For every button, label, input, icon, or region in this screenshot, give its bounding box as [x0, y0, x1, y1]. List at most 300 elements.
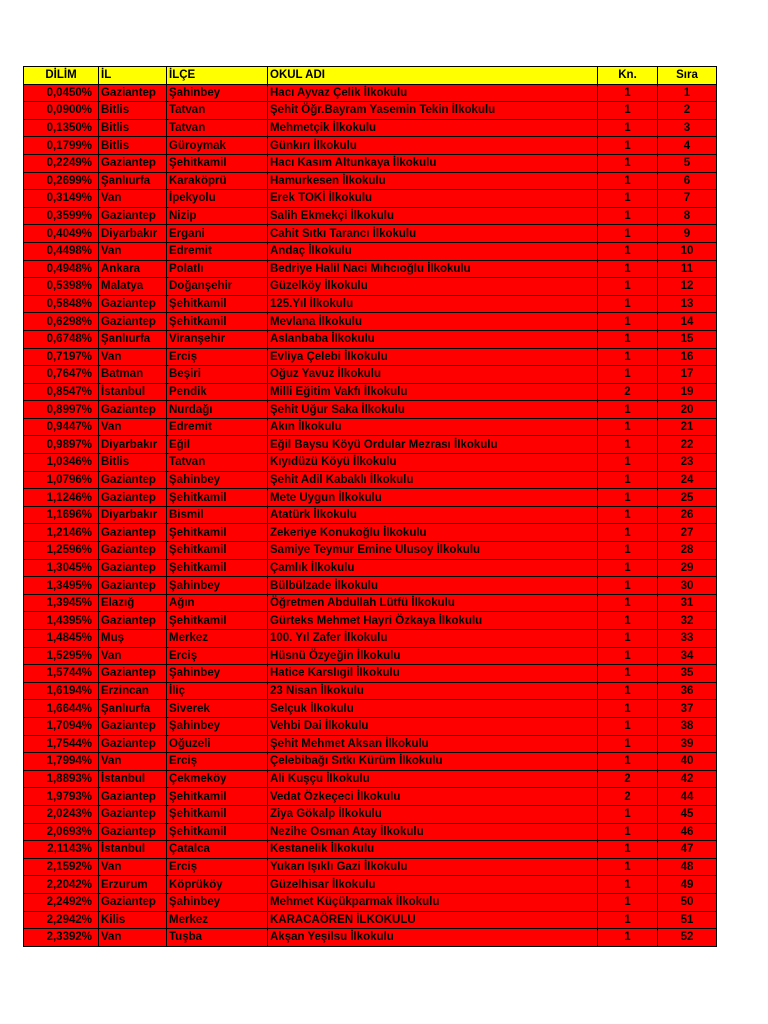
- cell-okul-adi: Kestanelik İlkokulu: [268, 841, 598, 859]
- table-row: [24, 841, 717, 859]
- cell-sira: 8: [658, 207, 717, 225]
- cell-dilim: 0,2249%: [24, 154, 99, 172]
- cell-sira: 38: [658, 717, 717, 735]
- cell-dilim: 1,7544%: [24, 735, 99, 753]
- cell-okul-adi: Günkırı İlkokulu: [268, 137, 598, 155]
- cell-kn: 1: [598, 929, 658, 947]
- cell-il: Gaziantep: [99, 313, 167, 331]
- cell-sira: 1: [658, 84, 717, 102]
- cell-il: Gaziantep: [99, 893, 167, 911]
- cell-kn: 1: [598, 542, 658, 560]
- cell-sira: 35: [658, 665, 717, 683]
- cell-il: Diyarbakır: [99, 506, 167, 524]
- cell-ilce: İpekyolu: [167, 190, 268, 208]
- school-table: [23, 66, 717, 947]
- cell-okul-adi: Milli Eğitim Vakfı İlkokulu: [268, 383, 598, 401]
- cell-dilim: 1,6194%: [24, 682, 99, 700]
- cell-dilim: 1,5744%: [24, 665, 99, 683]
- cell-sira: 19: [658, 383, 717, 401]
- cell-kn: 1: [598, 225, 658, 243]
- cell-ilce: Tuşba: [167, 929, 268, 947]
- cell-ilce: Çatalca: [167, 841, 268, 859]
- cell-il: Van: [99, 418, 167, 436]
- cell-ilce: Şehitkamil: [167, 313, 268, 331]
- cell-okul-adi: KARACAÖREN İLKOKULU: [268, 911, 598, 929]
- cell-il: Gaziantep: [99, 735, 167, 753]
- cell-sira: 52: [658, 929, 717, 947]
- cell-kn: 1: [598, 418, 658, 436]
- cell-il: Malatya: [99, 278, 167, 296]
- cell-dilim: 1,9793%: [24, 788, 99, 806]
- cell-kn: 1: [598, 137, 658, 155]
- cell-kn: 1: [598, 647, 658, 665]
- table-row: [24, 154, 717, 172]
- cell-dilim: 1,0796%: [24, 471, 99, 489]
- cell-ilce: Edremit: [167, 242, 268, 260]
- table-row: [24, 102, 717, 120]
- cell-dilim: 1,1696%: [24, 506, 99, 524]
- cell-sira: 42: [658, 770, 717, 788]
- cell-kn: 1: [598, 594, 658, 612]
- table-row: [24, 893, 717, 911]
- cell-dilim: 0,9897%: [24, 436, 99, 454]
- cell-dilim: 1,0346%: [24, 454, 99, 472]
- cell-dilim: 1,4395%: [24, 612, 99, 630]
- cell-okul-adi: Zekeriye Konukoğlu İlkokulu: [268, 524, 598, 542]
- cell-okul-adi: Bülbülzade İlkokulu: [268, 577, 598, 595]
- cell-sira: 17: [658, 366, 717, 384]
- table-row: [24, 524, 717, 542]
- cell-kn: 1: [598, 682, 658, 700]
- cell-sira: 34: [658, 647, 717, 665]
- table-row: [24, 242, 717, 260]
- cell-ilce: Şehitkamil: [167, 489, 268, 507]
- cell-dilim: 0,8547%: [24, 383, 99, 401]
- cell-dilim: 2,2042%: [24, 876, 99, 894]
- cell-il: Muş: [99, 630, 167, 648]
- cell-sira: 22: [658, 436, 717, 454]
- table-row: [24, 911, 717, 929]
- header-il: İL: [99, 67, 167, 85]
- cell-ilce: Pendik: [167, 383, 268, 401]
- cell-okul-adi: Akın İlkokulu: [268, 418, 598, 436]
- table-row: [24, 647, 717, 665]
- cell-ilce: Edremit: [167, 418, 268, 436]
- cell-ilce: Doğanşehir: [167, 278, 268, 296]
- cell-il: Gaziantep: [99, 665, 167, 683]
- cell-kn: 1: [598, 401, 658, 419]
- cell-ilce: Şehitkamil: [167, 524, 268, 542]
- cell-kn: 1: [598, 735, 658, 753]
- cell-dilim: 1,6644%: [24, 700, 99, 718]
- table-row: [24, 190, 717, 208]
- cell-okul-adi: Şehit Mehmet Aksan İlkokulu: [268, 735, 598, 753]
- cell-kn: 2: [598, 770, 658, 788]
- cell-dilim: 0,7647%: [24, 366, 99, 384]
- cell-dilim: 1,2596%: [24, 542, 99, 560]
- cell-kn: 1: [598, 84, 658, 102]
- cell-kn: 2: [598, 383, 658, 401]
- cell-ilce: Çekmeköy: [167, 770, 268, 788]
- cell-ilce: Bismil: [167, 506, 268, 524]
- cell-dilim: 0,9447%: [24, 418, 99, 436]
- cell-il: Gaziantep: [99, 559, 167, 577]
- cell-dilim: 0,4948%: [24, 260, 99, 278]
- cell-sira: 7: [658, 190, 717, 208]
- table-row: [24, 207, 717, 225]
- cell-ilce: Karaköprü: [167, 172, 268, 190]
- cell-okul-adi: Salih Ekmekçi İlkokulu: [268, 207, 598, 225]
- cell-ilce: Tatvan: [167, 119, 268, 137]
- table-row: [24, 401, 717, 419]
- cell-dilim: 2,2942%: [24, 911, 99, 929]
- cell-ilce: Şehitkamil: [167, 542, 268, 560]
- cell-okul-adi: Çamlık İlkokulu: [268, 559, 598, 577]
- table-row: [24, 418, 717, 436]
- cell-sira: 25: [658, 489, 717, 507]
- cell-il: İstanbul: [99, 383, 167, 401]
- table-row: [24, 119, 717, 137]
- cell-okul-adi: Oğuz Yavuz İlkokulu: [268, 366, 598, 384]
- cell-ilce: Şehitkamil: [167, 295, 268, 313]
- cell-sira: 29: [658, 559, 717, 577]
- cell-kn: 1: [598, 366, 658, 384]
- cell-ilce: Şahinbey: [167, 84, 268, 102]
- cell-il: Diyarbakır: [99, 436, 167, 454]
- header-sira: Sıra: [658, 67, 717, 85]
- cell-okul-adi: 100. Yıl Zafer İlkokulu: [268, 630, 598, 648]
- cell-sira: 32: [658, 612, 717, 630]
- cell-dilim: 0,3599%: [24, 207, 99, 225]
- cell-okul-adi: Andaç İlkokulu: [268, 242, 598, 260]
- cell-okul-adi: Aslanbaba İlkokulu: [268, 330, 598, 348]
- cell-kn: 1: [598, 841, 658, 859]
- cell-ilce: Eğil: [167, 436, 268, 454]
- cell-dilim: 2,1143%: [24, 841, 99, 859]
- cell-okul-adi: Şehit Adil Kabaklı İlkokulu: [268, 471, 598, 489]
- cell-ilce: Tatvan: [167, 102, 268, 120]
- cell-il: Gaziantep: [99, 788, 167, 806]
- cell-sira: 44: [658, 788, 717, 806]
- cell-kn: 1: [598, 295, 658, 313]
- header-row: [24, 67, 717, 85]
- cell-il: Kilis: [99, 911, 167, 929]
- cell-kn: 1: [598, 260, 658, 278]
- cell-okul-adi: Çelebibağı Sıtkı Kürüm İlkokulu: [268, 753, 598, 771]
- cell-okul-adi: Hacı Ayvaz Çelik İlkokulu: [268, 84, 598, 102]
- table-row: [24, 313, 717, 331]
- cell-okul-adi: Gürteks Mehmet Hayri Özkaya İlkokulu: [268, 612, 598, 630]
- cell-sira: 51: [658, 911, 717, 929]
- table-row: [24, 929, 717, 947]
- cell-dilim: 0,4498%: [24, 242, 99, 260]
- cell-ilce: Ergani: [167, 225, 268, 243]
- cell-sira: 23: [658, 454, 717, 472]
- cell-sira: 2: [658, 102, 717, 120]
- cell-sira: 11: [658, 260, 717, 278]
- cell-sira: 14: [658, 313, 717, 331]
- table-row: [24, 330, 717, 348]
- cell-dilim: 0,6298%: [24, 313, 99, 331]
- cell-ilce: Şehitkamil: [167, 823, 268, 841]
- header-kn: Kn.: [598, 67, 658, 85]
- cell-kn: 1: [598, 102, 658, 120]
- cell-dilim: 1,8893%: [24, 770, 99, 788]
- cell-kn: 1: [598, 278, 658, 296]
- cell-dilim: 0,8997%: [24, 401, 99, 419]
- table-row: [24, 260, 717, 278]
- cell-il: Şanlıurfa: [99, 330, 167, 348]
- cell-il: Gaziantep: [99, 542, 167, 560]
- cell-dilim: 2,0243%: [24, 805, 99, 823]
- cell-sira: 50: [658, 893, 717, 911]
- cell-ilce: Erciş: [167, 647, 268, 665]
- cell-ilce: Şahinbey: [167, 717, 268, 735]
- cell-okul-adi: Bedriye Halil Naci Mıhcıoğlu İlkokulu: [268, 260, 598, 278]
- header-ilce: İLÇE: [167, 67, 268, 85]
- cell-kn: 1: [598, 805, 658, 823]
- cell-sira: 30: [658, 577, 717, 595]
- cell-sira: 45: [658, 805, 717, 823]
- cell-dilim: 0,2699%: [24, 172, 99, 190]
- cell-il: Gaziantep: [99, 823, 167, 841]
- table-row: [24, 225, 717, 243]
- cell-ilce: Şehitkamil: [167, 559, 268, 577]
- cell-kn: 1: [598, 454, 658, 472]
- cell-il: Erzurum: [99, 876, 167, 894]
- cell-kn: 2: [598, 788, 658, 806]
- cell-ilce: Ağın: [167, 594, 268, 612]
- cell-okul-adi: Mehmetçik İlkokulu: [268, 119, 598, 137]
- cell-okul-adi: Akşan Yeşilsu İlkokulu: [268, 929, 598, 947]
- cell-okul-adi: Erek TOKİ İlkokulu: [268, 190, 598, 208]
- cell-dilim: 0,3149%: [24, 190, 99, 208]
- header-dilim: DİLİM: [24, 67, 99, 85]
- cell-dilim: 1,7094%: [24, 717, 99, 735]
- cell-kn: 1: [598, 577, 658, 595]
- cell-dilim: 2,0693%: [24, 823, 99, 841]
- cell-il: Erzincan: [99, 682, 167, 700]
- cell-sira: 3: [658, 119, 717, 137]
- table-row: [24, 770, 717, 788]
- table-row: [24, 137, 717, 155]
- cell-ilce: Polatlı: [167, 260, 268, 278]
- table-row: [24, 489, 717, 507]
- cell-dilim: 0,0900%: [24, 102, 99, 120]
- cell-sira: 5: [658, 154, 717, 172]
- cell-okul-adi: Hüsnü Özyeğin İlkokulu: [268, 647, 598, 665]
- cell-il: Gaziantep: [99, 401, 167, 419]
- table-row: [24, 753, 717, 771]
- cell-dilim: 2,1592%: [24, 858, 99, 876]
- cell-kn: 1: [598, 313, 658, 331]
- cell-dilim: 1,4845%: [24, 630, 99, 648]
- cell-dilim: 0,6748%: [24, 330, 99, 348]
- cell-ilce: Beşiri: [167, 366, 268, 384]
- cell-kn: 1: [598, 612, 658, 630]
- cell-sira: 20: [658, 401, 717, 419]
- cell-okul-adi: Vedat Özkeçeci İlkokulu: [268, 788, 598, 806]
- cell-il: İstanbul: [99, 770, 167, 788]
- cell-ilce: Şehitkamil: [167, 612, 268, 630]
- cell-sira: 46: [658, 823, 717, 841]
- cell-il: Van: [99, 858, 167, 876]
- cell-kn: 1: [598, 489, 658, 507]
- cell-ilce: Merkez: [167, 630, 268, 648]
- table-row: [24, 295, 717, 313]
- cell-ilce: Şehitkamil: [167, 788, 268, 806]
- cell-sira: 39: [658, 735, 717, 753]
- cell-kn: 1: [598, 330, 658, 348]
- cell-sira: 33: [658, 630, 717, 648]
- cell-kn: 1: [598, 119, 658, 137]
- cell-ilce: Oğuzeli: [167, 735, 268, 753]
- cell-okul-adi: Evliya Çelebi İlkokulu: [268, 348, 598, 366]
- cell-ilce: Erciş: [167, 753, 268, 771]
- cell-il: Gaziantep: [99, 805, 167, 823]
- cell-il: Bitlis: [99, 102, 167, 120]
- table-row: [24, 682, 717, 700]
- cell-okul-adi: Öğretmen Abdullah Lütfü İlkokulu: [268, 594, 598, 612]
- cell-okul-adi: Mevlana İlkokulu: [268, 313, 598, 331]
- table-row: [24, 471, 717, 489]
- table-row: [24, 805, 717, 823]
- table-row: [24, 542, 717, 560]
- cell-sira: 48: [658, 858, 717, 876]
- table-row: [24, 577, 717, 595]
- table-row: [24, 665, 717, 683]
- cell-dilim: 0,5398%: [24, 278, 99, 296]
- cell-okul-adi: Nezihe Osman Atay İlkokulu: [268, 823, 598, 841]
- table-row: [24, 858, 717, 876]
- cell-okul-adi: Eğil Baysu Köyü Ordular Mezrası İlkokulu: [268, 436, 598, 454]
- cell-kn: 1: [598, 348, 658, 366]
- table-row: [24, 454, 717, 472]
- table-row: [24, 876, 717, 894]
- cell-dilim: 1,3495%: [24, 577, 99, 595]
- cell-il: Gaziantep: [99, 524, 167, 542]
- cell-dilim: 1,3945%: [24, 594, 99, 612]
- cell-okul-adi: Cahit Sıtkı Tarancı İlkokulu: [268, 225, 598, 243]
- cell-okul-adi: Selçuk İlkokulu: [268, 700, 598, 718]
- cell-okul-adi: Mehmet Küçükparmak İlkokulu: [268, 893, 598, 911]
- cell-ilce: Erciş: [167, 348, 268, 366]
- table-row: [24, 366, 717, 384]
- cell-ilce: Şehitkamil: [167, 805, 268, 823]
- cell-il: Gaziantep: [99, 154, 167, 172]
- cell-il: Gaziantep: [99, 471, 167, 489]
- cell-ilce: Viranşehir: [167, 330, 268, 348]
- cell-ilce: Erciş: [167, 858, 268, 876]
- cell-dilim: 0,5848%: [24, 295, 99, 313]
- cell-kn: 1: [598, 506, 658, 524]
- cell-sira: 6: [658, 172, 717, 190]
- cell-okul-adi: Atatürk İlkokulu: [268, 506, 598, 524]
- cell-il: Elazığ: [99, 594, 167, 612]
- cell-ilce: Merkez: [167, 911, 268, 929]
- cell-dilim: 2,3392%: [24, 929, 99, 947]
- cell-sira: 13: [658, 295, 717, 313]
- cell-kn: 1: [598, 858, 658, 876]
- cell-il: Şanlıurfa: [99, 700, 167, 718]
- table-row: [24, 594, 717, 612]
- cell-kn: 1: [598, 911, 658, 929]
- cell-okul-adi: Şehit Öğr.Bayram Yasemin Tekin İlkokulu: [268, 102, 598, 120]
- cell-okul-adi: Yukarı Işıklı Gazi İlkokulu: [268, 858, 598, 876]
- table-row: [24, 823, 717, 841]
- table-row: [24, 700, 717, 718]
- table-row: [24, 506, 717, 524]
- cell-sira: 24: [658, 471, 717, 489]
- cell-okul-adi: Şehit Uğur Saka İlkokulu: [268, 401, 598, 419]
- table-row: [24, 717, 717, 735]
- cell-il: Van: [99, 753, 167, 771]
- cell-il: Batman: [99, 366, 167, 384]
- cell-dilim: 0,7197%: [24, 348, 99, 366]
- cell-il: Gaziantep: [99, 489, 167, 507]
- cell-kn: 1: [598, 559, 658, 577]
- table-row: [24, 735, 717, 753]
- cell-kn: 1: [598, 524, 658, 542]
- cell-kn: 1: [598, 823, 658, 841]
- cell-okul-adi: 125.Yıl İlkokulu: [268, 295, 598, 313]
- cell-il: Gaziantep: [99, 295, 167, 313]
- table-row: [24, 559, 717, 577]
- cell-kn: 1: [598, 471, 658, 489]
- cell-kn: 1: [598, 753, 658, 771]
- cell-sira: 37: [658, 700, 717, 718]
- cell-sira: 9: [658, 225, 717, 243]
- cell-ilce: Nurdağı: [167, 401, 268, 419]
- cell-ilce: Şahinbey: [167, 577, 268, 595]
- cell-okul-adi: Hatice Karslıgil İlkokulu: [268, 665, 598, 683]
- cell-kn: 1: [598, 242, 658, 260]
- table-row: [24, 172, 717, 190]
- table-row: [24, 383, 717, 401]
- cell-kn: 1: [598, 190, 658, 208]
- cell-il: İstanbul: [99, 841, 167, 859]
- cell-ilce: Tatvan: [167, 454, 268, 472]
- cell-il: Van: [99, 929, 167, 947]
- cell-il: Diyarbakır: [99, 225, 167, 243]
- cell-okul-adi: Ziya Gökalp İlkokulu: [268, 805, 598, 823]
- cell-ilce: Siverek: [167, 700, 268, 718]
- cell-dilim: 1,7994%: [24, 753, 99, 771]
- cell-sira: 4: [658, 137, 717, 155]
- cell-sira: 27: [658, 524, 717, 542]
- cell-okul-adi: Ali Kuşçu İlkokulu: [268, 770, 598, 788]
- cell-ilce: Nizip: [167, 207, 268, 225]
- cell-okul-adi: Mete Uygun İlkokulu: [268, 489, 598, 507]
- table-row: [24, 788, 717, 806]
- table-row: [24, 436, 717, 454]
- cell-sira: 10: [658, 242, 717, 260]
- table-row: [24, 612, 717, 630]
- cell-kn: 1: [598, 717, 658, 735]
- cell-ilce: Köprüköy: [167, 876, 268, 894]
- cell-kn: 1: [598, 630, 658, 648]
- cell-il: Gaziantep: [99, 717, 167, 735]
- cell-il: Gaziantep: [99, 84, 167, 102]
- cell-ilce: İliç: [167, 682, 268, 700]
- cell-il: Van: [99, 242, 167, 260]
- cell-dilim: 1,3045%: [24, 559, 99, 577]
- cell-sira: 31: [658, 594, 717, 612]
- cell-il: Gaziantep: [99, 207, 167, 225]
- cell-kn: 1: [598, 700, 658, 718]
- cell-dilim: 0,0450%: [24, 84, 99, 102]
- cell-sira: 28: [658, 542, 717, 560]
